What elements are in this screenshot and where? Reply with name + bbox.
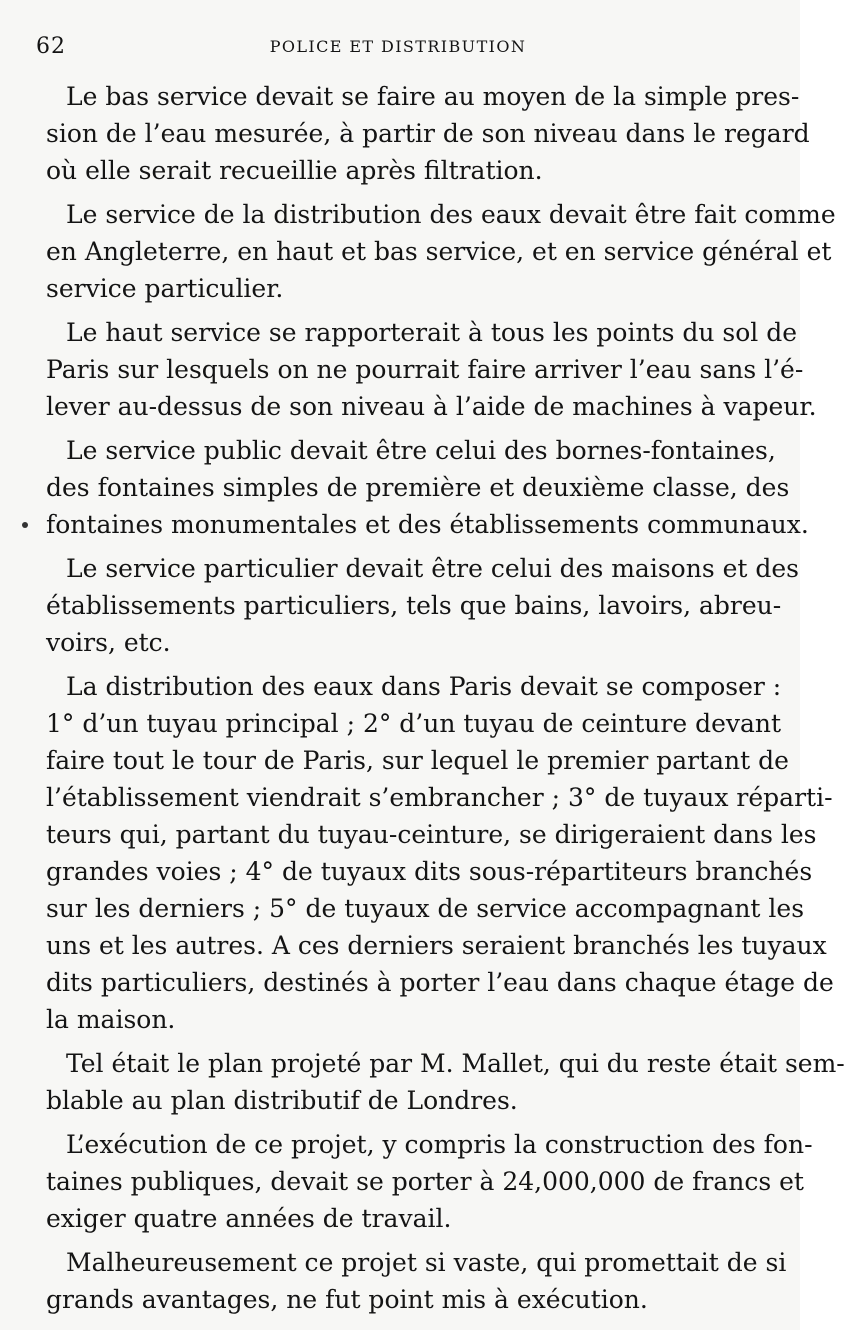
running-head: POLICE ET DISTRIBUTION <box>269 37 527 56</box>
text-line: la maison. <box>46 1005 176 1034</box>
paragraph <box>46 1045 845 1119</box>
page-number: 62 <box>36 34 66 59</box>
text-line: en Angleterre, en haut et bas service, et en service général et <box>46 237 832 266</box>
paragraph <box>46 432 809 543</box>
text-line: faire tout le tour de Paris, sur lequel le premier partant de <box>46 746 789 775</box>
text-line: Malheureusement ce projet si vaste, qui promettait de si <box>66 1248 787 1277</box>
text-line: Le bas service devait se faire au moyen de la simple pres- <box>66 82 800 111</box>
text-line: Le service public devait être celui des bornes-fontaines, <box>66 436 776 465</box>
margin-mark <box>22 522 28 528</box>
text-line: teurs qui, partant du tuyau-ceinture, se dirigeraient dans les <box>46 820 817 849</box>
text-line: 1° d’un tuyau principal ; 2° d’un tuyau de ceinture devant <box>46 709 782 738</box>
body-text <box>46 78 845 1318</box>
text-line: sur les derniers ; 5° de tuyaux de service accompagnant les <box>46 894 805 923</box>
text-line: grands avantages, ne fut point mis à exécution. <box>46 1285 648 1314</box>
text-line: établissements particuliers, tels que bains, lavoirs, abreu- <box>46 591 782 620</box>
text-line: Le service particulier devait être celui des maisons et des <box>66 554 800 583</box>
text-line: dits particuliers, destinés à porter l’eau dans chaque étage de <box>46 968 834 997</box>
text-line: uns et les autres. A ces derniers seraient branchés les tuyaux <box>46 931 827 960</box>
text-line: service particulier. <box>46 274 284 303</box>
paragraph <box>46 78 810 189</box>
text-line: sion de l’eau mesurée, à partir de son niveau dans le regard <box>46 119 810 148</box>
text-line: lever au-dessus de son niveau à l’aide de machines à vapeur. <box>46 392 817 421</box>
text-line: exiger quatre années de travail. <box>46 1204 452 1233</box>
paragraph <box>46 314 817 425</box>
text-line: taines publiques, devait se porter à 24,000,000 de francs et <box>46 1167 804 1196</box>
text-line: Paris sur lesquels on ne pourrait faire arriver l’eau sans l’é- <box>46 355 804 384</box>
text-line: fontaines monumentales et des établissements communaux. <box>46 510 809 539</box>
text-line: Le haut service se rapporterait à tous les points du sol de <box>66 318 798 347</box>
paragraph <box>46 1244 787 1318</box>
text-line: l’établissement viendrait s’embrancher ; 3° de tuyaux réparti- <box>46 783 833 812</box>
text-line: blable au plan distributif de Londres. <box>46 1086 518 1115</box>
text-line: Tel était le plan projeté par M. Mallet, qui du reste était sem- <box>66 1049 845 1078</box>
paragraph <box>46 196 836 307</box>
text-line: La distribution des eaux dans Paris devait se composer : <box>66 672 782 701</box>
text-line: grandes voies ; 4° de tuyaux dits sous-répartiteurs branchés <box>46 857 813 886</box>
text-line: voirs, etc. <box>46 628 171 657</box>
text-line: des fontaines simples de première et deuxième classe, des <box>46 473 790 502</box>
text-line: L’exécution de ce projet, y compris la construction des fon- <box>66 1130 813 1159</box>
paragraph <box>46 668 834 1038</box>
page-header <box>36 34 760 64</box>
paragraph <box>46 550 800 661</box>
text-line: Le service de la distribution des eaux devait être fait comme <box>66 200 836 229</box>
paragraph <box>46 1126 813 1237</box>
text-line: où elle serait recueillie après filtration. <box>46 156 543 185</box>
